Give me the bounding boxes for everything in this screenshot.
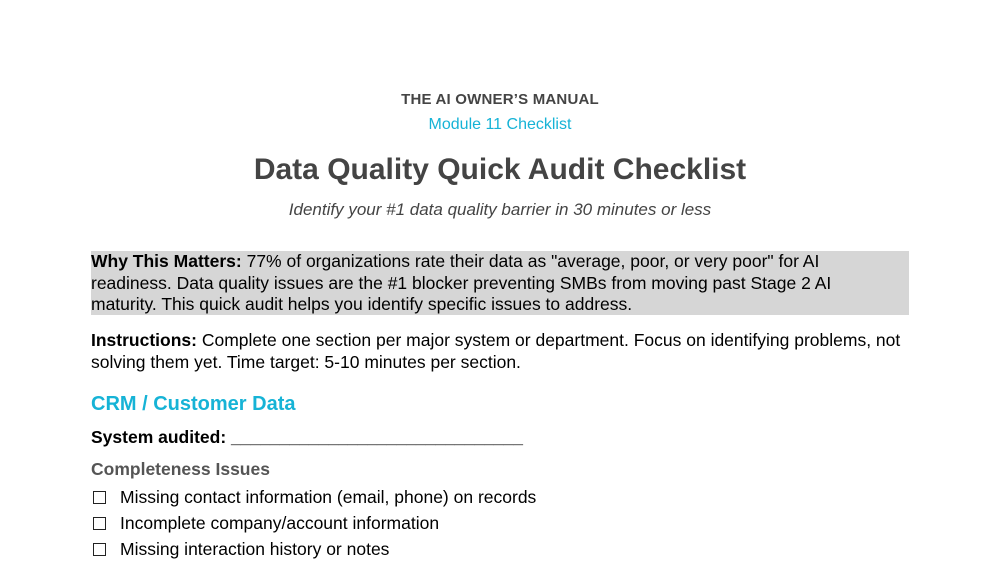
why-text: 77% of organizations rate their data as "average, poor, or very poor" for AI readiness. Data quality issues are the #1 blocker preventing SMBs from moving past Stage 2 AI maturity. This quick audit helps you identify specific issues to address.	[91, 251, 832, 314]
checklist-item[interactable]	[91, 513, 439, 534]
checklist-item[interactable]	[91, 487, 536, 508]
checklist-item[interactable]	[91, 539, 389, 560]
why-label: Why This Matters:	[91, 251, 242, 271]
instructions-label: Instructions:	[91, 330, 197, 350]
checkbox-icon[interactable]	[93, 517, 106, 530]
checkbox-icon[interactable]	[93, 543, 106, 556]
why-this-matters-paragraph	[91, 251, 901, 316]
manual-kicker: THE AI OWNER’S MANUAL	[401, 91, 599, 108]
section-heading: CRM / Customer Data	[91, 393, 296, 415]
module-label: Module 11 Checklist	[428, 116, 572, 133]
page-title: Data Quality Quick Audit Checklist	[253, 153, 747, 186]
checklist-item-label: Incomplete company/account information	[120, 513, 440, 533]
instructions-text: Complete one section per major system or department. Focus on identifying problems, not solving them yet. Time target: 5-10 minutes per section.	[91, 330, 901, 372]
checklist-item-label: Missing interaction history or notes	[120, 539, 390, 559]
system-audited-field[interactable]: System audited: ______________________________	[91, 427, 524, 447]
instructions-paragraph	[91, 330, 901, 373]
subsection-heading: Completeness Issues	[91, 459, 270, 479]
checkbox-icon[interactable]	[93, 491, 106, 504]
page-subtitle: Identify your #1 data quality barrier in 30 minutes or less	[288, 200, 712, 219]
checklist-item-label: Missing contact information (email, phone) on records	[120, 487, 537, 507]
